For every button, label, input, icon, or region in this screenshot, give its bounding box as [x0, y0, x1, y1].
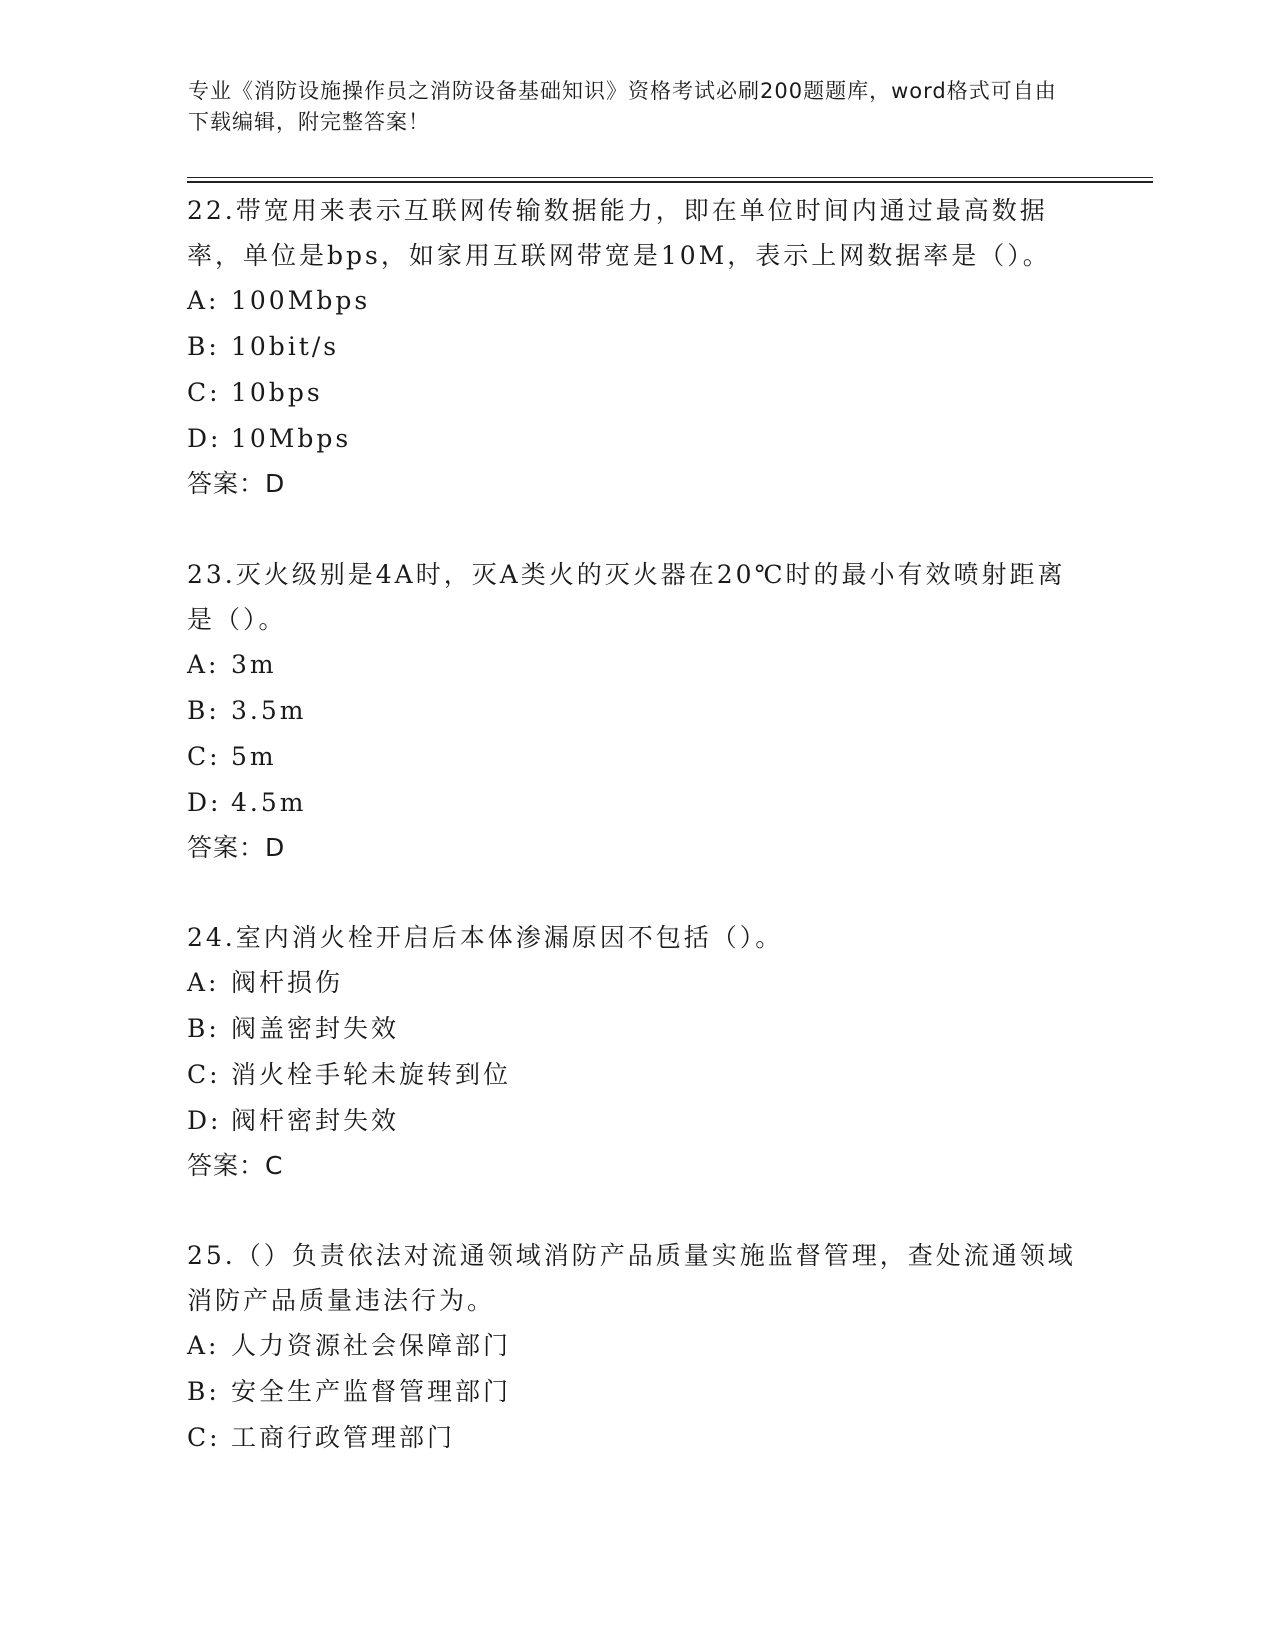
option-text: 人力资源社会保障部门 [231, 1331, 512, 1360]
question-22 [187, 188, 1087, 506]
option-d [187, 780, 1087, 826]
option-text: 10bps [231, 378, 323, 407]
option-key: C: [187, 1060, 221, 1089]
header-divider-top [187, 177, 1153, 178]
option-d [187, 416, 1087, 462]
answer: 答案：D [187, 469, 286, 498]
question-25 [187, 1233, 1087, 1461]
option-text: 3m [231, 650, 277, 679]
option-key: C: [187, 1423, 221, 1452]
option-key: B: [187, 1014, 220, 1043]
answer: 答案：C [187, 1151, 284, 1180]
option-a [187, 960, 1087, 1006]
option-d [187, 1098, 1087, 1144]
option-key: A: [187, 968, 220, 997]
option-key: B: [187, 1377, 220, 1406]
question-24 [187, 915, 1087, 1188]
question-stem: 22.带宽用来表示互联网传输数据能力，即在单位时间内通过最高数据率，单位是bps，如家用互联网带宽是10M，表示上网数据率是（）。 [187, 196, 1051, 270]
option-text: 4.5m [231, 788, 307, 817]
option-text: 10bit/s [231, 332, 340, 361]
option-key: A: [187, 650, 220, 679]
question-stem: 24.室内消火栓开启后本体渗漏原因不包括（）。 [187, 923, 784, 952]
option-text: 工商行政管理部门 [231, 1423, 456, 1452]
option-a [187, 642, 1087, 688]
option-key: C: [187, 378, 221, 407]
option-text: 3.5m [231, 696, 307, 725]
option-c [187, 1415, 1087, 1461]
option-text: 5m [231, 742, 277, 771]
option-c [187, 734, 1087, 780]
option-key: C: [187, 742, 221, 771]
header-divider-bottom [187, 181, 1153, 183]
option-text: 10Mbps [231, 424, 352, 453]
option-text: 100Mbps [231, 286, 371, 315]
option-text: 消火栓手轮未旋转到位 [231, 1060, 512, 1089]
option-text: 阀杆密封失效 [231, 1106, 400, 1135]
option-key: B: [187, 696, 220, 725]
option-a [187, 278, 1087, 324]
option-c [187, 370, 1087, 416]
option-key: B: [187, 332, 220, 361]
option-key: D: [187, 788, 222, 817]
option-c [187, 1052, 1087, 1098]
question-23 [187, 552, 1087, 870]
question-stem: 23.灭火级别是4A时，灭A类火的灭火器在20℃时的最小有效喷射距离是（）。 [187, 560, 1066, 634]
option-text: 安全生产监督管理部门 [231, 1377, 512, 1406]
option-b [187, 1006, 1087, 1052]
option-text: 阀盖密封失效 [231, 1014, 400, 1043]
option-a [187, 1323, 1087, 1369]
option-b [187, 1369, 1087, 1415]
document-header: 专业《消防设施操作员之消防设备基础知识》资格考试必刷200题题库，word格式可自由下载编辑，附完整答案！ [188, 79, 1057, 134]
option-key: A: [187, 1331, 220, 1360]
option-text: 阀杆损伤 [231, 968, 344, 997]
answer: 答案：D [187, 833, 286, 862]
question-stem: 25.（）负责依法对流通领域消防产品质量实施监督管理，查处流通领域消防产品质量违法行为。 [187, 1241, 1076, 1315]
option-b [187, 324, 1087, 370]
option-b [187, 688, 1087, 734]
option-key: D: [187, 424, 222, 453]
option-key: D: [187, 1106, 222, 1135]
option-key: A: [187, 286, 220, 315]
